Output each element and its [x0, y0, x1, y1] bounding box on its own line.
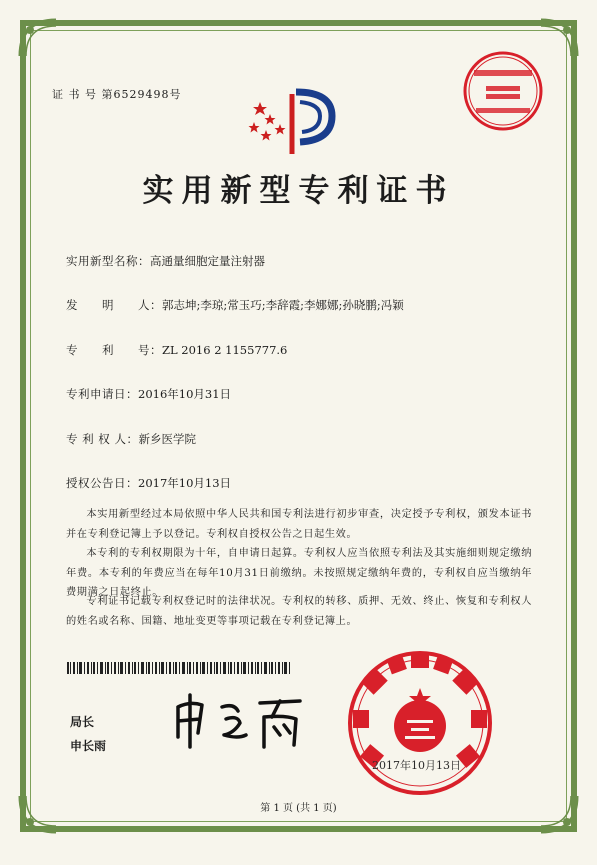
patentee-field [66, 431, 196, 447]
field-label: 实用新型名称： [66, 254, 150, 268]
field-value: 新乡医学院 [138, 432, 196, 446]
patent-number-field [66, 342, 287, 358]
legal-paragraph: 本专利的专利权期限为十年，自申请日起算。专利权人应当依照专利法及其实施细则规定缴纳年费。本专利的年费应当在每年10月31日前缴纳。未按照规定缴纳年费的，专利权自应当缴纳年费期满之日起终止。 [66, 548, 532, 598]
field-value: 2016年10月31日 [138, 387, 232, 401]
page-indicator: 第 1 页 (共 1 页) [260, 803, 337, 814]
field-value: 高通量细胞定量注射器 [150, 254, 265, 268]
legal-paragraph: 本实用新型经过本局依照中华人民共和国专利法进行初步审查，决定授予专利权，颁发本证书并在专利登记簿上予以登记。专利权自授权公告之日起生效。 [66, 509, 532, 540]
field-label: 发 明 人： [66, 298, 162, 312]
field-value: ZL 2016 2 1155777.6 [162, 343, 288, 357]
corner-ornament-icon [16, 16, 60, 60]
field-value: 郭志坤;李琼;常玉巧;李辞霞;李娜娜;孙晓鹏;冯颖 [162, 298, 404, 312]
official-seal-icon [345, 648, 495, 798]
seal-date: 2017年10月13日 [372, 759, 461, 772]
signatory-title: 局长 [70, 715, 95, 729]
certificate-title: 实用新型专利证书 [142, 173, 455, 209]
signatory-name: 申长雨 [70, 739, 107, 753]
handwritten-signature-icon [168, 685, 308, 755]
legal-paragraph: 专利证书记载专利权登记时的法律状况。专利权的转移、质押、无效、终止、恢复和专利权人的姓名或名称、国籍、地址变更等事项记载在专利登记簿上。 [66, 596, 532, 627]
field-value: 2017年10月13日 [138, 476, 232, 490]
barcode-icon [67, 662, 290, 674]
field-label: 专利申请日： [66, 387, 138, 401]
inventors-field [66, 297, 404, 313]
certificate-number: 证 书 号 第6529498号 [52, 88, 182, 101]
field-label: 专 利 权 人： [66, 432, 139, 446]
patent-office-logo-icon [246, 84, 338, 160]
field-label: 授权公告日： [66, 476, 138, 490]
grant-date-field [66, 475, 231, 491]
utility-model-name-field [66, 253, 265, 269]
agency-seal-icon [462, 50, 544, 132]
filing-date-field [66, 386, 231, 402]
field-label: 专 利 号： [66, 343, 162, 357]
